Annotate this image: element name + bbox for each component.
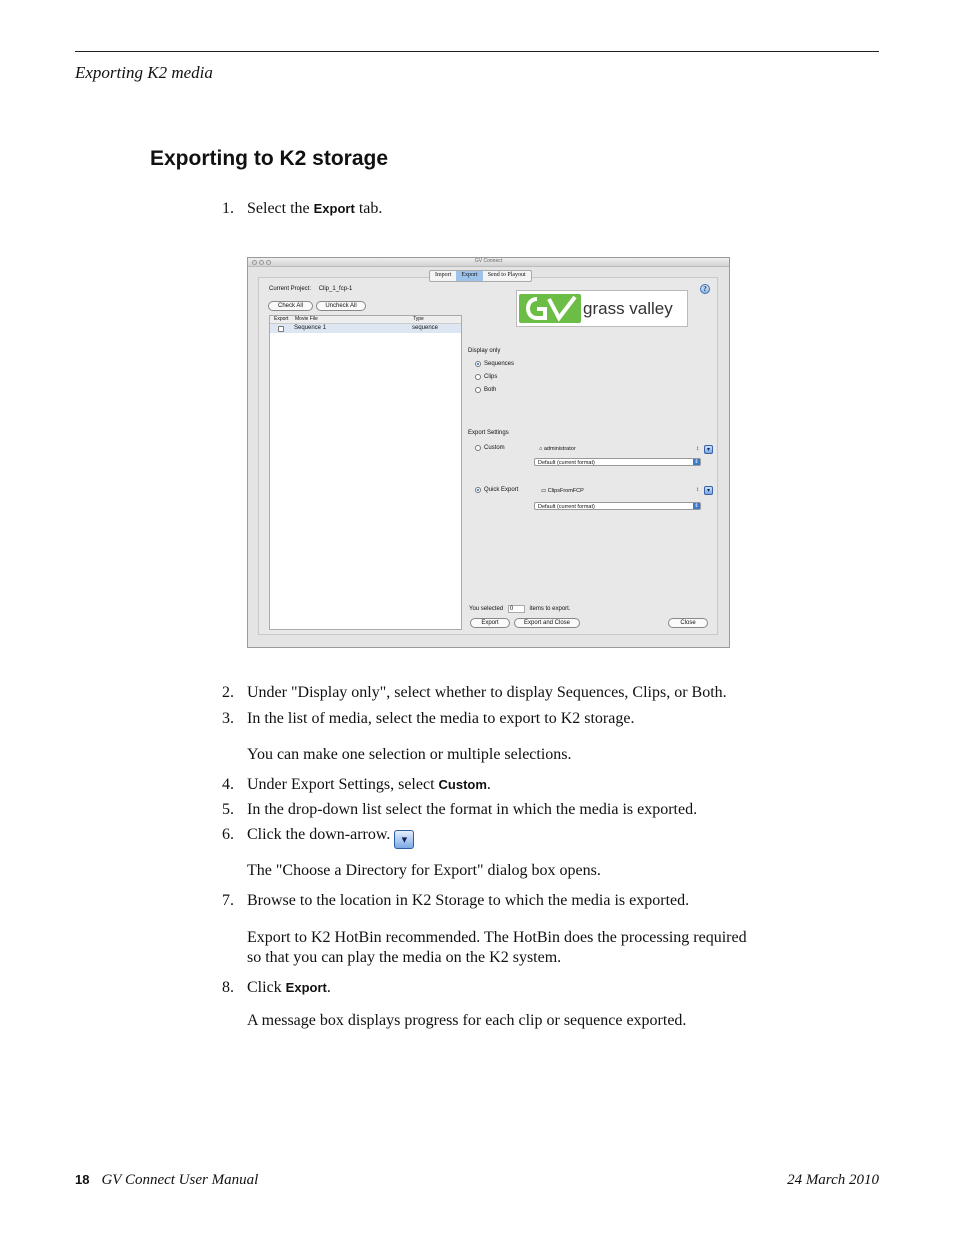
step-text: Select the [247,200,314,217]
home-icon: ⌂ [539,446,543,452]
step-text: In the drop-down list select the format in which the media is exported. [247,801,698,818]
custom-path-text: administrator [543,446,576,452]
step-text: In the list of media, select the media to export to K2 storage. [247,710,635,727]
grass-valley-logo [516,290,688,327]
quick-export-label: Quick Export [484,487,519,493]
step-2 [222,684,727,702]
custom-radio[interactable] [475,445,481,451]
row-name: Sequence 1 [294,325,327,331]
step-7-note-line-2: so that you can play the media on the K2 system. [247,949,562,966]
table-row[interactable] [270,324,461,333]
step-3-note: You can make one selection or multiple selections. [247,746,572,763]
step-number: 7. [222,892,234,909]
tab-bar [429,270,532,282]
running-head: Exporting K2 media [75,63,213,82]
step-text: Under Export Settings, select [247,776,439,793]
tab-import[interactable]: Import [435,272,452,278]
step-text: . [486,776,491,793]
custom-down-arrow-button[interactable]: ▾ [704,445,713,454]
step-text: . [326,979,331,996]
current-project-label: Current Project: [269,286,312,292]
step-number: 4. [222,776,234,793]
close-button[interactable]: Close [668,618,708,628]
step-8-note: A message box displays progress for each clip or sequence exported. [247,1012,687,1029]
select-arrow-icon: ⇕ [694,459,699,465]
clips-label: Clips [484,374,498,380]
step-1 [222,200,382,218]
step-5 [222,801,697,819]
step-7-note-line-1: Export to K2 HotBin recommended. The HotBin does the processing required [247,929,747,946]
clips-radio[interactable] [475,374,481,380]
tab-export[interactable]: Export [456,271,482,281]
custom-format-value: Default (current format) [538,460,595,466]
section-title: Exporting to K2 storage [150,147,389,170]
quick-path-text: ClipsFromFCP [547,488,584,494]
step-3 [222,710,634,728]
uncheck-all-button[interactable]: Uncheck All [316,301,366,311]
quick-format-select[interactable] [534,502,701,510]
row-checkbox[interactable] [278,326,284,332]
step-text: tab. [354,200,383,217]
selected-count-field: 0 [508,605,525,613]
logo-text: grass valley [583,299,673,318]
date: 24 March 2010 [787,1172,879,1188]
you-selected-label: You selected [469,606,504,612]
step-text: Browse to the location in K2 Storage to which the media is exported. [247,892,690,909]
list-header [270,316,461,324]
current-project [269,286,352,292]
page-number: 18 [75,1172,90,1187]
step-4 [222,776,491,794]
step-text: Under "Display only", select whether to display Sequences, Clips, or Both. [247,684,727,701]
step-6 [222,826,414,849]
sequences-radio[interactable] [475,361,481,367]
down-arrow-icon: ▾ [394,830,414,849]
tab-send-to-playout[interactable]: Send to Playout [487,272,526,278]
column-export[interactable]: Export [274,316,289,322]
step-number: 3. [222,710,234,727]
export-and-close-button[interactable]: Export and Close [514,618,580,628]
check-all-button[interactable]: Check All [268,301,313,311]
custom-format-select[interactable] [534,458,701,466]
custom-path [539,446,576,452]
step-8 [222,979,331,997]
custom-label: Custom [484,445,505,451]
quick-export-radio[interactable] [475,487,481,493]
folder-icon: ▭ [541,488,547,494]
current-project-value: Clip_1_fcp-1 [318,286,353,292]
select-arrow-icon: ⇕ [694,503,699,509]
export-button[interactable]: Export [470,618,510,628]
row-type: sequence [412,325,439,331]
step-number: 8. [222,979,234,996]
footer-date [787,1172,879,1189]
step-number: 1. [222,200,234,217]
ui-term: Custom [438,777,487,792]
step-number: 2. [222,684,234,701]
ui-term: Export [313,201,355,216]
column-movie-file[interactable]: Movie File [295,316,318,322]
quick-down-arrow-button[interactable]: ▾ [704,486,713,495]
manual-title: GV Connect User Manual [101,1172,259,1188]
step-text: Click [247,979,286,996]
step-6-note: The "Choose a Directory for Export" dialog box opens. [247,862,601,879]
path-stepper-icon[interactable]: ↕ [696,487,699,493]
quick-format-value: Default (current format) [538,504,595,510]
both-radio[interactable] [475,387,481,393]
step-number: 6. [222,826,234,843]
sequences-label: Sequences [484,361,515,367]
footer-left [75,1172,258,1189]
selection-count [469,605,571,613]
both-label: Both [484,387,497,393]
window-titlebar [248,258,729,267]
help-icon[interactable]: ? [700,284,710,294]
column-type[interactable]: Type [413,316,424,322]
path-stepper-icon[interactable]: ↕ [696,446,699,452]
export-settings-label: Export Settings [468,430,509,436]
ui-term: Export [285,980,327,995]
header-rule [75,51,879,52]
display-only-label: Display only [468,348,501,354]
items-to-export-label: items to export. [529,606,571,612]
step-7 [222,892,689,910]
quick-path [541,488,584,494]
step-number: 5. [222,801,234,818]
step-text: Click the down-arrow. [247,826,391,843]
media-list[interactable] [269,315,462,630]
window-title: GV Connect [474,258,503,264]
